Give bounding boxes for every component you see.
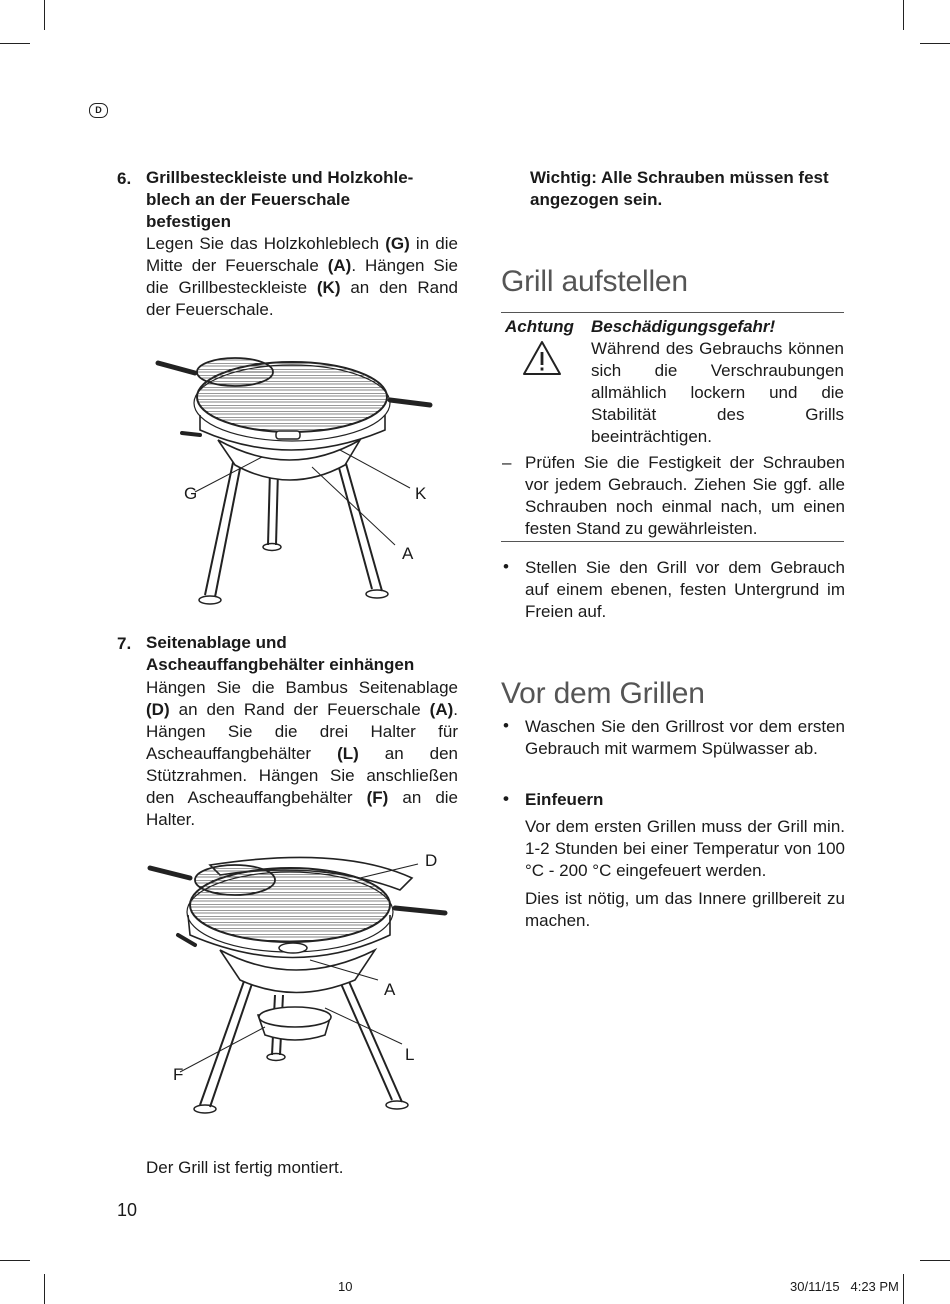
- figure-2-label-a: A: [384, 980, 396, 999]
- crop-mark: [903, 1274, 904, 1304]
- step-6-title-line: Grillbesteckleiste und Holzkohle-: [146, 168, 414, 187]
- bullet-einfeuern-title: Einfeuern: [525, 790, 604, 809]
- grill-figure-charcoal-plate: [140, 345, 460, 610]
- footer-timestamp: 30/11/15 4:23 PM: [790, 1279, 899, 1294]
- crop-mark: [903, 0, 904, 30]
- bullet-icon: •: [503, 557, 509, 576]
- einfeuern-text-2: Dies ist nötig, um das Innere grillbereit zu machen.: [525, 889, 845, 930]
- page-number: 10: [117, 1200, 138, 1220]
- warning-dash: –: [502, 453, 512, 472]
- crop-mark: [920, 1260, 950, 1261]
- step-6-title-line: befestigen: [146, 212, 232, 231]
- warning-label: Achtung: [505, 317, 574, 336]
- einfeuern-text-1: Vor dem ersten Grillen muss der Grill min. 1-2 Stunden bei einer Temperatur von 100 °C - 200 °C eingefeuert werden.: [525, 817, 845, 880]
- important-note-line: angezogen sein.: [530, 190, 663, 209]
- step-7-title-line: Ascheauffangbehälter einhängen: [146, 655, 415, 674]
- warning-bottom-rule: [501, 541, 844, 542]
- warning-text: Während des Gebrauchs können sich die Verschraubungen allmählich lockern und die Stabilität des Grills beeinträchtigen.: [591, 339, 844, 446]
- step-6-number: 6.: [117, 169, 132, 188]
- step-7-title-line: Seitenablage und: [146, 633, 287, 652]
- step-6-text: Legen Sie das Holzkohleblech (G) in die Mitte der Feuerschale (A). Hängen Sie die Grillbesteckleiste (K) an den Rand der Feuerschale.: [146, 234, 458, 319]
- bullet-setup-text: Stellen Sie den Grill vor dem Gebrauch auf einem ebenen, festen Untergrund im Freien auf.: [525, 558, 845, 621]
- bullet-icon: •: [503, 716, 509, 735]
- warning-triangle-icon: [522, 340, 562, 376]
- crop-mark: [0, 1260, 30, 1261]
- figure-2-label-l: L: [405, 1045, 415, 1064]
- step-7-title: [146, 632, 466, 676]
- warning-top-rule: [501, 312, 844, 313]
- bullet-wash-text: Waschen Sie den Grillrost vor dem ersten Gebrauch mit warmem Spülwasser ab.: [525, 717, 845, 758]
- important-note: [530, 167, 850, 211]
- closing-text: Der Grill ist fertig montiert.: [146, 1158, 344, 1177]
- figure-1-label-a: A: [402, 544, 414, 563]
- figure-1-label-k: K: [415, 484, 427, 503]
- crop-mark: [44, 1274, 45, 1304]
- figure-2-label-f: F: [173, 1065, 184, 1084]
- crop-mark: [44, 0, 45, 30]
- figure-2-label-d: D: [425, 851, 438, 870]
- figure-1-label-g: G: [184, 484, 198, 503]
- important-note-line: Wichtig: Alle Schrauben müssen fest: [530, 168, 829, 187]
- step-6-title-line: blech an der Feuerschale: [146, 190, 351, 209]
- grill-figure-side-table: [140, 850, 460, 1120]
- bullet-icon: •: [503, 789, 509, 808]
- footer-page: 10: [338, 1279, 353, 1294]
- heading-grill-aufstellen: Grill aufstellen: [501, 265, 688, 298]
- step-7-text: Hängen Sie die Bambus Seitenablage (D) an den Rand der Feuerschale (A). Hängen Sie die drei Halter für Ascheauffangbehälter (L) an den Stützrahmen. Hängen Sie anschließen den Ascheauffangbehälter (F) an die Halter.: [146, 678, 459, 829]
- crop-mark: [920, 43, 950, 44]
- language-badge: D: [89, 103, 108, 118]
- step-6-title: [146, 167, 466, 233]
- warning-title: Beschädigungsgefahr!: [591, 317, 776, 336]
- step-7-number: 7.: [117, 634, 132, 653]
- warning-dash-text: Prüfen Sie die Festigkeit der Schrauben vor jedem Gebrauch. Ziehen Sie ggf. alle Schrauben noch einmal nach, um einen festen Stand zu gewährleisten.: [525, 453, 845, 538]
- crop-mark: [0, 43, 30, 44]
- heading-vor-dem-grillen: Vor dem Grillen: [501, 677, 705, 710]
